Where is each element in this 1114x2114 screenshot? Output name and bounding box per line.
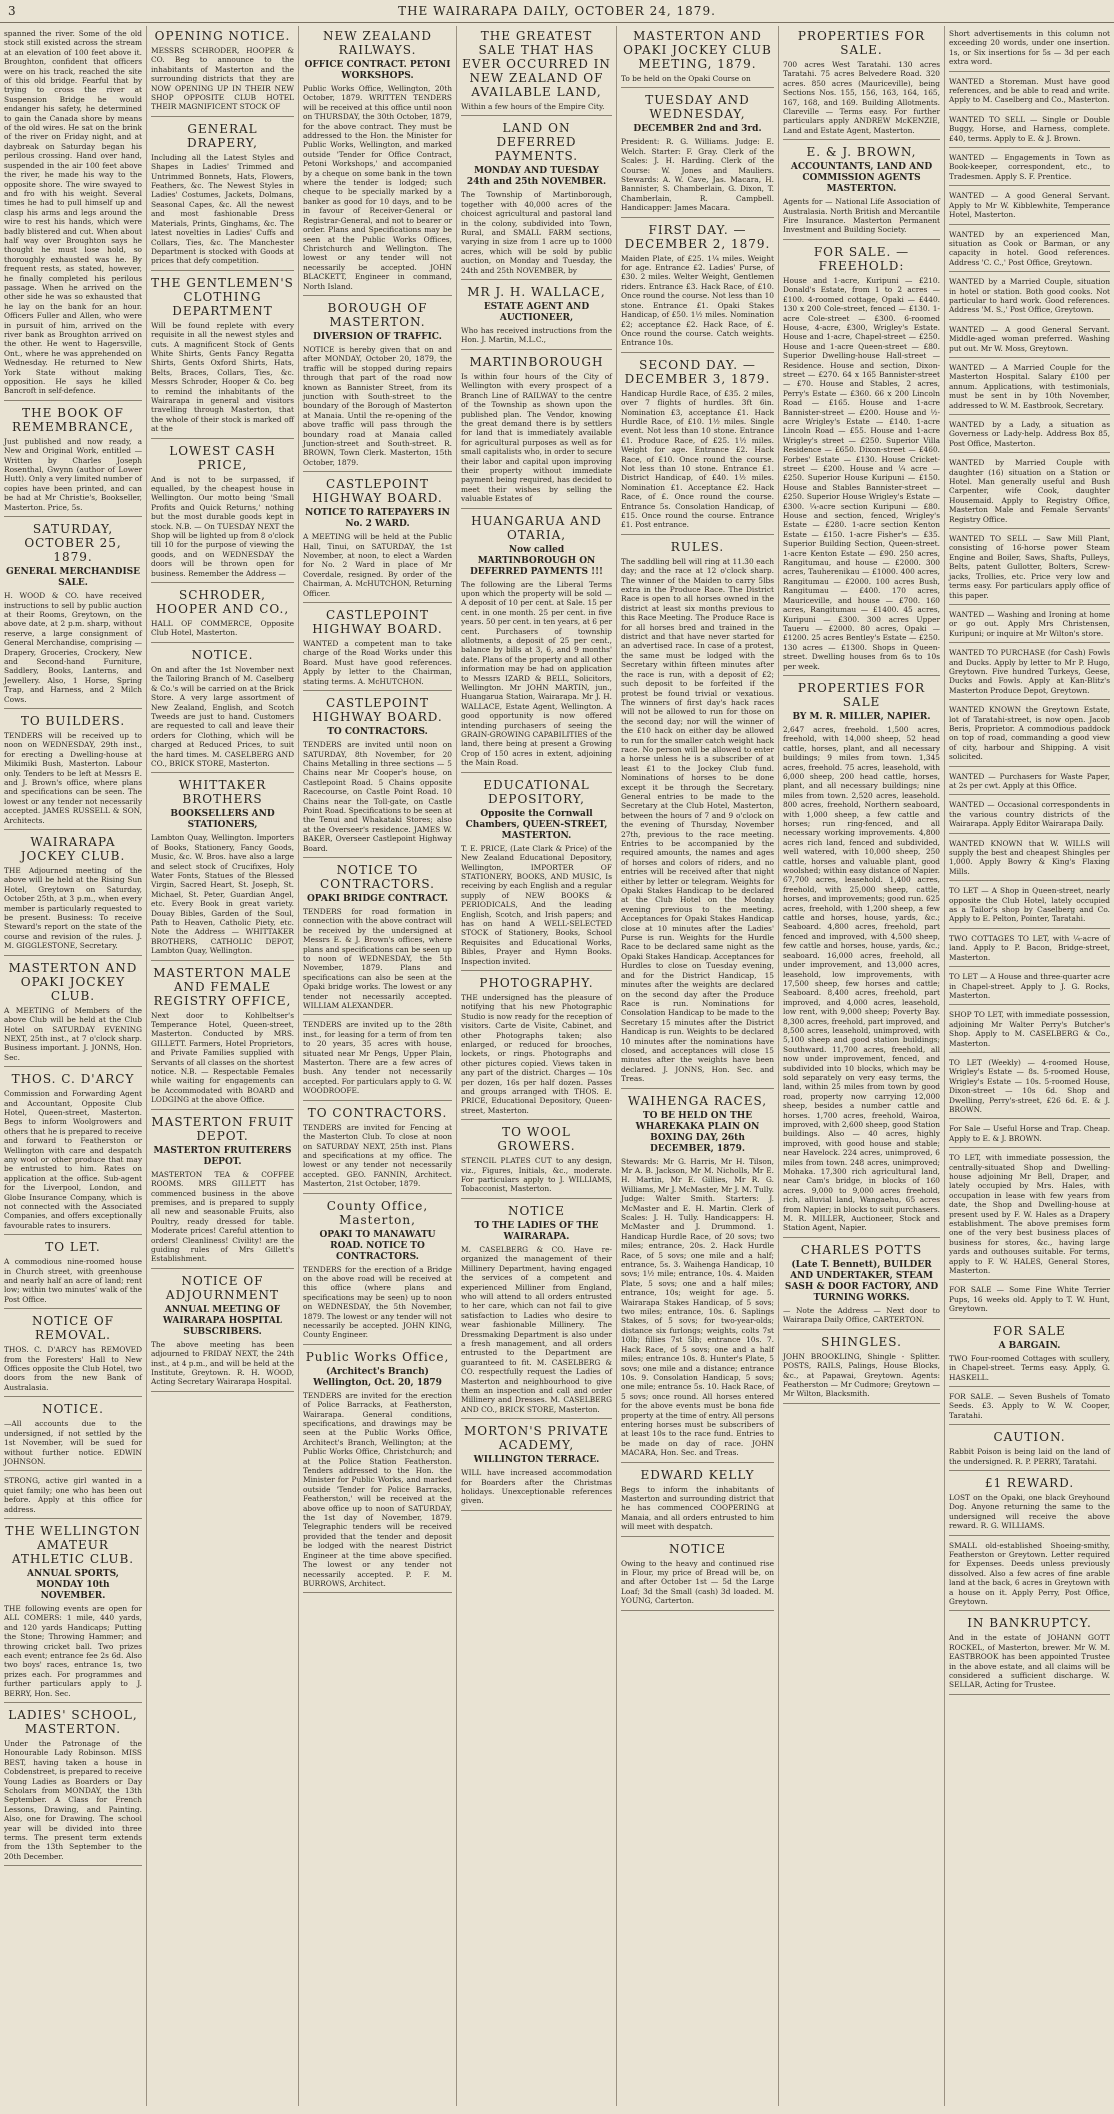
advertisement [303,29,452,296]
advertisement [949,839,1110,882]
ad-body: Who has received instructions from the Hon. J. Martin, M.L.C., [461,326,612,345]
ad-subtitle: ANNUAL MEETING OF WAIRARAPA HOSPITAL SUBSCRIBERS. [162,1304,283,1337]
ad-body: STENCIL PLATES CUT to any design, viz., Figures, Initials, &c., moderate. For particulars apply to J. WILLIAMS, Tobacconist, Masterton. [461,1156,612,1194]
ad-body: WANTED a competent man to take charge of the Road Works under this Board. Must have good references. Apply by letter to the Chairman, stating terms. A. McHUTCHON. [303,639,452,686]
ad-title: PHOTOGRAPHY. [479,975,594,990]
ad-body: Is within four hours of the City of Wellington with every prospect of a Branch Line of RAILWAY to the centre of the Township as shown upon the published plan. The Vendor, knowing the great demand there is by settlers for land that is immediately available for agricultural purposes as well as for small capitalists who, in order to secure their labor and capital upon improving their property without immediate payment being required, has decided to meet their wishes by selling the valuable Estates of [461,371,612,504]
ad-title: E. & J. BROWN, [806,145,917,160]
advertisement [949,1124,1110,1148]
ad-title: OPENING NOTICE. [154,29,291,43]
ad-body: WANTED KNOWN the Greytown Estate, lot of Taratahi-street, is now open. Jacob Beris, Proprietor. A commodious paddock on top of road, commanding a good view of city, harbour and Shipping. A visit solicited. [949,705,1110,762]
ad-subtitle: MASTERTON FRUITERERS DEPOT. [153,1145,292,1167]
ad-title: NOTICE [507,1203,566,1218]
ad-title: SATURDAY, OCTOBER 25, 1879. [24,522,122,565]
ad-title: RULES. [670,539,725,554]
ad-body: WANTED by Married Couple with daughter (16) situation on a Station or Hotel. Man generally useful and Bush Carpenter, wife Cook, daughter Housemaid. Apply to Registry Office, Masterton Male and Female Servants' Registry Office. [949,458,1110,524]
advertisement [621,29,774,88]
ad-body: WANTED — A good General Servant. Middle-aged woman preferred. Washing put out. Mr W. Moss, Greytown. [949,324,1110,353]
ad-title: EDUCATIONAL DEPOSITORY, [483,777,590,806]
ad-body: WANTED — Washing and Ironing at home or go out. Apply Mrs Christensen, Kuripuni; or inquire at Mr Wilton's store. [949,609,1110,638]
advertisement [461,355,612,509]
ad-body: WILL have increased accommodation for Boarders after the Christmas holidays. Unexceptionable references given. [461,1468,612,1506]
ad-subtitle: (Late T. Bennett), BUILDER AND UNDERTAKER, STEAM SASH & DOOR FACTORY, AND TURNING WORKS. [784,1259,939,1303]
ad-title: TO BUILDERS. [20,713,126,728]
advertisement [783,1243,940,1330]
ad-body: JOHN BROOKLING, Shingle - Splitter. POSTS, RAILS, Palings, House Blocks, &c., at Papawai, Greytown. Agents: Featherston — Mr Cudmore; Greytown — Mr Wilton, Blacksmith. [783,1351,940,1399]
column-4 [456,26,616,2106]
ad-body: Will be found replete with every requisite in all the newest styles and cuts. A magnificent Stock of Gents White Shirts, Gents Fancy Regatta Shirts, Gents Oxford Shirts, Hats, Belts, Braces, Collars, Ties, &c. Messrs Schroder, Hooper & Co. beg to remind the inhabitants of the Wairarapa in general and visitors travelling through Masterton, that the whole of their stock is marked off at the [151,320,294,434]
ad-body: TENDERS are invited up to the 28th inst., for leasing for a term of from ten to 20 years, 35 acres with house, situated near Mr Pengs, Upper Plain, Masterton. There are a few acres of bush. Any tender not necessarily accepted. For particulars apply to G. W. WOODROOFE. [303,1020,452,1096]
advertisement [4,1072,142,1235]
advertisement [151,966,294,1110]
advertisement [621,1094,774,1463]
advertisement [4,1476,142,1519]
ad-title: NOTICE OF REMOVAL. [31,1314,114,1343]
advertisement [949,1058,1110,1119]
ad-body: MESSRS SCHRODER, HOOPER & CO. Beg to announce to the inhabitants of Masterton and the surrounding districts that they are NOW OPENING UP IN THEIR NEW SHOP OPPOSITE CLUB HOTEL THEIR MAGNIFICENT STOCK OF [151,46,294,112]
ad-body: Handicap Hurdle Race, of £35. 2 miles, over 7 flights of hurdles. 3ft 6in. Nomination £3, acceptance £1. Hack Hurdle Race, of £10. 1½ miles. Single event. Not less than 10 stone. Entrance £1. Produce Race, of £25. 1½ miles. Weight for age. Entrance £2. Hack Race, of £10. Once round the course. Not less than 10 stone. Entrance £1. District Handicap, of £40. 1½ miles. Nomination £1. Acceptance £2. Hack Race, of £. Once round the course. Entrance 5s. Consolation Handicap, of £15. Once round the course. Entrance £1. Post entrance. [621,388,774,530]
ad-title: MASTERTON AND OPAKI JOCKEY CLUB MEETING, 1879. [623,29,772,71]
ad-body: M. CASELBERG & CO. Have re-organized the management of their Millinery Department, having engaged the services of a competent and experienced Milliner from England, who will attend to all orders entrusted to her care, which can not fail to give satisfaction to Ladies who desire to wear fashionable Millinery. The Dressmaking Department is also under a fresh management, and all orders entrusted to the Department are guaranteed to fit. M. CASELBERG & CO. respectfully request the Ladies of Masterton and neighbourhood to give them an inspection and call and order Millinery and Dresses. M. CASELBERG AND CO., BRICK STORE, Masterton. [461,1244,612,1414]
ad-body: WANTED — A Married Couple for the Masterton Hospital. Salary £100 per annum. Applications, with testimonials, must be sent in by 10th November, addressed to W. M. Eastbrook, Secretary. [949,362,1110,410]
ad-title: THE WELLINGTON AMATEUR ATHLETIC CLUB. [5,1523,141,1566]
ad-body: Lambton Quay, Wellington. Importers of Books, Stationery, Fancy Goods, Music, &c. W. Bros. have also a large and select stock of Crucifixes, Holy Water Fonts, Statues of the Blessed Virgin, Sacred Heart, St. Joseph, St. Michael, St. Peter, Guardian Angel, etc. Every Book in great variety. Douay Bibles, Garden of the Soul, Path to Heaven, Catholic Piety, etc. Note the Address — WHITTAKER BROTHERS, CATHOLIC DEPOT, Lambton Quay, Wellington. [151,833,294,956]
advertisement [621,540,774,1089]
column-2 [146,26,298,2106]
advertisement [151,122,294,271]
ad-title: Public Works Office, [305,1349,450,1364]
ad-subtitle: ACCOUNTANTS, LAND AND COMMISSION AGENTS MASTERTON. [790,162,933,195]
ad-subtitle: TO BE HELD ON THE WHAREKAKA PLAIN ON BOXING DAY, 26th DECEMBER, 1879. [635,1110,760,1154]
ad-title: £1 REWARD. [984,1475,1075,1490]
ad-body: Maiden Plate, of £25. 1¼ miles. Weight for age. Entrance £2. Ladies' Purse, of £30. 2 miles. Welter Weight, Gentlemen riders. Entrance £3. Hack Race, of £10. Once round the course. Not less than 10 stone. Entrance £1. Opaki Stakes Handicap, of £50. 1½ miles. Nomination £2; acceptance £2. Hack Race, of £. Once round the course. Catch weights. Entrance 10s. [621,253,774,348]
ad-title: SCHRODER, HOOPER AND CO., [155,588,290,617]
ad-body: Short advertisements in this column not exceeding 20 words, under one insertion. 1s, or Six insertions for 5s — 3d per each extra word. [949,29,1110,67]
ad-subtitle: DECEMBER 2nd and 3rd. [633,124,762,135]
ad-subtitle: DIVERSION OF TRAFFIC. [313,331,442,342]
advertisement [151,276,294,439]
ad-title: WAIRARAPA JOCKEY CLUB. [20,835,126,864]
advertisement [461,976,612,1120]
advertisement [949,1616,1110,1694]
ad-body: WANTED by a Married Couple, situation in hotel or station. Both good cooks. Not particular to hard work. Good references. Address 'M. S.,' Post Office, Greytown. [949,277,1110,315]
advertisement [949,1541,1110,1612]
ad-title: LOWEST CASH PRICE, [169,443,276,472]
advertisement [949,77,1110,110]
advertisement [151,1115,294,1269]
ad-body: WANTED TO SELL — Saw Mill Plant, consisting of 16-horse power Steam Engine and Boiler, Saws, Shafts, Pulleys, Belts, patent Gullotter, Bolters, Screw-jacks, Trollies, etc. Price very low and terms easy. For particulars apply office of this paper. [949,534,1110,600]
advertisement [151,648,294,773]
ad-title: THE GREATEST SALE THAT HAS EVER OCCURRED IN NEW ZEALAND OF AVAILABLE LAND, [462,29,611,99]
ad-body: House and 1-acre, Kuripuni — £210. Donald's Estate, from 1 to 2 acres — £100. 4-roomed cottage, Opaki — £440. 130 x 200 Cole-street, fenced — £130. 1-acre Cole-street — £300. 6-roomed House, 4-acre, £300, Wrigley's Estate. House and 1-acre, Chapel-street — £250. House and 1-acre Queen-street — £80. Superior Dwelling-house Hall-street — Residence. House and section, Dixon-street — £270. 64 x 165 Bannister-street — £70. House and Stables, 2 acres, Perry's Estate — £360. 66 x 200 Lincoln Road — £165. House and 1-acre Bannister-street — £200. House and ½-acre Wrigley's Estate — £140. 1-acre Lincoln Road — £55. House and 1-acre Wrigley's street — £250. Superior Villa Residence — £650. Dixon-street — £460. Forbes' Estate — £130. House Cricket-street — £200. House and ¼ acre — £250. Superior House Kuripuni — £150. House and Stables Bannister-street — £250. Superior House Wrigley's Estate — £300. ¼-acre section Kuripuni — £80. House and section, fenced, Wrigley's Estate — £280. 1-acre section Kenton Estate — £150. 1-acre Fisher's — £35. Superior Building Section, Queen-street. 1-acre Kenton Estate — £90. 250 acres, Rangitumau, and house — £2000. 300 acres, Tauherenikau — £1000. 400 acres, Rangitumau — £2000. 100 acres Bush, Rangitumau — £400. 170 acres, Mauriceville, and house — £700. 160 acres, Rangitumau — £1400. 45 acres, Kuripuni — £300. 300 acres Upper Taueru — £2000. 80 acres, Opaki — £1200. 25 acres Bentley's Estate — £250. 130 acres — £1300. Shops in Queen-street. Dwelling houses from 6s to 10s per week. [783,275,940,671]
ad-body: — Note the Address — Next door to Wairarapa Daily Office, CARTERTON. [783,1305,940,1325]
ad-title: NOTICE. [42,1402,104,1417]
advertisement [303,301,452,472]
ad-body: Including all the Latest Styles and Shapes in Ladies' Trimmed and Untrimmed Bonnets, Hats, Flowers, Feathers, &c. The Newest Styles in Ladies' Costumes, Jackets, Dolmans, Seasonal Capes, &c. All the newest and most fashionable Dress Materials, Prints, Ginghams, &c. The latest novelties in Ladies' Cuffs and Collars, Ties, &c. The Manchester Department is stocked with Goods at prices that defy competition. [151,152,294,266]
advertisement [303,477,452,603]
ad-body: WANTED KNOWN that W. WILLS will supply the best and cheapest Shingles per 1,000. Apply Bowry & King's Flaxing Mills. [949,838,1110,876]
column-7 [944,26,1114,2106]
advertisement [949,115,1110,148]
ad-body: WANTED TO SELL — Single or Double Buggy, Horse, and Harness, complete. £40, terms. Apply to E. & J. Brown. [949,114,1110,143]
advertisement [151,778,294,960]
advertisement [621,93,774,217]
ad-title: IN BANKRUPTCY. [967,1616,1092,1631]
ad-body: WANTED a Storeman. Must have good references, and be able to read and write. Apply to M. Caselberg and Co., Masterton. [949,76,1110,105]
advertisement [4,29,142,401]
ad-body: STRONG, active girl wanted in a quiet family; one who has been out before. Apply at this office for address. [4,1476,142,1514]
advertisement [949,191,1110,224]
ad-subtitle: ANNUAL SPORTS, MONDAY 10th NOVEMBER. [27,1568,119,1601]
ad-title: MORTON'S PRIVATE ACADEMY, [463,1424,610,1453]
advertisement [949,1153,1110,1280]
ad-body: A commodious nine-roomed house in Church street, with greenhouse and nearly half an acre of land; rent low; within two minutes' walk of the Post Office. [4,1257,142,1304]
column-1 [0,26,146,2106]
advertisement [949,534,1110,605]
ad-body: MASTERTON TEA & COFFEE ROOMS. MRS GILLETT has commenced business in the above premises, and is prepared to supply all new and seasonable Fruits, also Poultry, ready dressed for table. Moderate prices! Careful attention to orders! Cleanliness! Civility! are the guiding rules of Mrs Gillett's Establishment. [151,1169,294,1264]
ad-body: TENDERS will be received up to noon on WEDNESDAY, 29th inst., for erecting a Dwelling-house at Mikimiki Bush, Masterton. Labour only. Tenders to be left at Messrs E. and J. Brown's office, where plans and specifications can be seen. The lowest or any tender not necessarily accepted. JAMES RUSSELL & SON, Architects. [4,730,142,825]
ad-title: THE BOOK OF REMEMBRANCE, [12,405,134,434]
ad-title: FOR SALE. — FREEHOLD: [813,244,910,273]
advertisement [4,522,142,709]
ad-subtitle: BY M. R. MILLER, NAPIER. [792,711,931,722]
column-6 [778,26,944,2106]
ad-body: TO LET, with immediate possession, the centrally-situated Shop and Dwelling-house adjoining Mr Bell, Draper, and lately occupied by Mrs. Hales, with occupation in lease with few years from date, the Shop and Dwelling-house at present used by F. W. Hales as a Drapery establishment. The above premises form one of the very best business places of business for stores, &c., having large yards and outhouses suitable. For terms, apply to F. W. HALES, General Stores, Masterton. [949,1153,1110,1276]
advertisement [949,610,1110,643]
advertisement [783,145,940,240]
advertisement [461,1204,612,1419]
ad-title: TO CONTRACTORS. [307,1105,448,1120]
advertisement [949,458,1110,529]
ad-title: MASTERTON MALE AND FEMALE REGISTRY OFFICE, [153,965,292,1008]
ad-body: TO LET — A House and three-quarter acre in Chapel-street. Apply to J. G. Rocks, Masterton. [949,972,1110,1000]
ad-subtitle: GENERAL MERCHANDISE SALE. [5,567,141,589]
advertisement [303,1020,452,1100]
ad-body: The following are the Liberal Terms upon which the property will be sold — A deposit of 10 per cent. at Sale. 15 per cent. in one month. 25 per cent. in five years. 50 per cent. in ten years, at 6 per cent. Purchasers of township allotments, a deposit of 25 per cent., balance by bills at 3, 6, and 9 months' date. Plans of the property and all other information may be had on application to Messrs IZARD & BELL, Solicitors, Wellington. Mr JOHN MARTIN, jun., Huangarua Station, Wairarapa. Mr J. H. WALLACE, Estate Agent, Wellington. A good opportunity is now offered intending purchasers of seeing the GRAIN-GROWING CAPABILITIES of the land, there being at present a Growing Crop of 150 acres in extent, adjoining the Main Road. [461,579,612,768]
ad-body: NOTICE is hereby given that on and after MONDAY, October 20, 1879, the traffic will be stopped during repairs through that part of the road now known as Bannister Street, from its junction with South-street to the boundary of the Borough of Masterton at Manaia. Until the re-opening of the above traffic will pass through the boundary road at Manaia called Junction-street and South-street. R. BROWN, Town Clerk. Masterton, 15th October, 1879. [303,344,452,467]
ad-body: WANTED by a Lady, a situation as Governess or Lady-help. Address Box 85, Post Office, Masterton. [949,420,1110,448]
advertisement [151,588,294,643]
advertisement [949,325,1110,358]
ad-body: WANTED TO PURCHASE (for Cash) Fowls and Ducks. Apply by letter to Mr P. Hugo, Greytown. Five hundred Turkeys, Geese, Ducks and Fowls. Apply at Kan-Blitz's Masterton Produce Depot, Greytown. [949,648,1110,695]
advertisement [949,1010,1110,1053]
advertisement [461,29,612,116]
ad-title: County Office, Masterton, [326,1198,429,1227]
advertisement [949,972,1110,1005]
advertisement [949,772,1110,796]
ad-title: NOTICE TO CONTRACTORS. [320,862,435,891]
advertisement [949,277,1110,320]
ad-subtitle: TO CONTRACTORS. [327,727,428,738]
ad-title: PROPERTIES FOR SALE. [797,29,926,57]
ad-title: WAIHENGA RACES, [627,1093,768,1108]
advertisement [4,1524,142,1703]
advertisement [949,1430,1110,1471]
ad-title: LAND ON DEFERRED PAYMENTS. [494,121,579,164]
advertisement [621,358,774,535]
advertisement [461,285,612,350]
advertisement [949,886,1110,929]
ad-subtitle: NOTICE TO RATEPAYERS IN No. 2 WARD. [305,508,450,530]
ad-body: SMALL old-established Shoeing-smithy, Featherston or Greytown. Letter required for Expenses. Deeds unless previously dissolved. Also a few acres of fine arable land at the back, 6 acres in Greytown with a house on it. Apply Perry, Post Office, Greytown. [949,1540,1110,1606]
ad-body: Begs to inform the inhabitants of Masterton and surrounding district that he has commenced COOPERING at Manaia, and all orders entrusted to him will meet with despatch. [621,1484,774,1532]
ad-body: TWO Four-roomed Cottages with scullery, in Chapel-street. Terms easy. Apply, G. HASKELL. [949,1353,1110,1382]
ad-subtitle: WILLINGTON TERRACE. [473,1455,600,1466]
advertisement [949,420,1110,453]
ad-title: TO LET. [45,1240,101,1255]
ad-title: MR J. H. WALLACE, [467,285,606,300]
ad-body: THOS. C. D'ARCY has REMOVED from the Foresters' Hall to New Offices opposite the Club Hotel, two doors from the new Bank of Australasia. [4,1345,142,1392]
ad-subtitle: (Architect's Branch) Wellington, Oct. 20, 1879 [313,1366,442,1388]
ad-body: H. WOOD & CO. have received instructions to sell by public auction at their Rooms, Greytown, on the above date, at 2 p.m. sharp, without reserve, a large consignment of General Merchandise, comprising — Drapery, Groceries, Crockery, New and Second-hand Furniture, Saddlery, Books, Lanterns, and Jewellery. Also, 1 Horse, Spring Trap, and Harness, and 2 Milch Cows. [4,591,142,704]
advertisement [949,1324,1110,1387]
ad-body: THE following events are open for ALL COMERS: 1 mile, 440 yards, and 120 yards Handicaps; Putting the Stone; Throwing Hammer; and throwing cricket ball. Two prizes each event; entrance fee 2s 6d. Also two boys' races, entrance 1s, two prizes each. For programmes and further particulars apply to J. BERRY, Hon. Sec. [4,1603,142,1698]
ad-title: GENERAL DRAPERY, [186,121,258,150]
advertisement [151,1274,294,1392]
advertisement [949,800,1110,833]
ad-body: TO LET — A Shop in Queen-street, nearly opposite the Club Hotel, lately occupied as a Tailor's shop by Caselberg and Co. Apply to E. Pelton, Pointer, Taratahi. [949,886,1110,924]
advertisement [151,29,294,117]
ad-body: WANTED — A good General Servant. Apply to Mr W. Kibblewhite, Temperance Hotel, Masterton. [949,191,1110,220]
advertisement [949,1285,1110,1318]
advertisement [461,778,612,971]
ad-body: SHOP TO LET, with immediate possession, adjoining Mr Walter Perry's Butcher's Shop. Apply to M. CASELBERG & Co., Masterton. [949,1010,1110,1048]
ad-body: The above meeting has been adjourned to FRIDAY NEXT, the 24th inst., at 4 p.m., and will be held at the Institute, Greytown. R. H. WOOD, Acting Secretary Wairarapa Hospital. [151,1339,294,1387]
ad-title: CAUTION. [993,1430,1066,1445]
ad-body: WANTED by an experienced Man, situation as Cook or Barman, or any capacity in hotel. Good references. Address 'C. C.,' Post Office, Greytown. [949,229,1110,267]
advertisement [4,1240,142,1309]
ad-body: Owing to the heavy and continued rise in Flour, my price of Bread will be, on and after October 1st — 5d the Large Loaf; 3d the Small (cash) 3d loaded. M. YOUNG, Carterton. [621,1558,774,1606]
ad-subtitle: A BARGAIN. [998,1340,1061,1351]
advertisement [783,1335,940,1404]
ad-body: And in the estate of JOHANN GOTT ROCKEL, of Masterton, brewer. Mr W. M. EASTBROOK has been appointed Trustee in the above estate, and all claims will be considered a sufficient discharge. W. SELLAR, Acting for Trustee. [949,1633,1110,1690]
ad-body: The Township of Martinborough, together with 40,000 acres of the choicest agricultural and pastoral land in the colony, subdivided into Town, Rural, and SMALL FARM sections, varying in size from 1 acre up to 1000 acres, which will be sold by public auction, on Monday and Tuesday, the 24th and 25th NOVEMBER, by [461,190,612,275]
advertisement [783,29,940,140]
ad-title: FOR SALE [993,1323,1066,1338]
ad-body: TWO COTTAGES TO LET, with ¼-acre of land. Apply to P. Bacon, Bridge-street, Masterton. [949,933,1110,962]
ad-body: TENDERS are invited for the erection of Police Barracks, at Featherston, Wairarapa. General conditions, specifications, and drawings may be seen at the Public Works Office, Architect's Branch, Wellington; at the Public Works Office, Christchurch; and at the Police Station Featherston. Tenders addressed to the Hon. the Minister for Public Works, and marked outside 'Tender for Police Barracks, Featherston,' will be received at the above office up to noon of SATURDAY, the 1st day of November, 1879. Telegraphic tenders will be received provided that the tender and deposit be lodged with the nearest District Engineer at the time above specified. The lowest or any tender not necessarily accepted. P. F. M. BURROWS, Architect. [303,1390,452,1588]
advertisement [303,1350,452,1594]
ad-title: MARTINBOROUGH [469,354,604,369]
masthead-title: THE WAIRARAPA DAILY, OCTOBER 24, 1879. [398,4,716,18]
ad-title: MASTERTON FRUIT DEPOT. [151,1114,294,1143]
advertisement [949,1476,1110,1536]
ad-title: NOTICE [668,1541,727,1556]
advertisement [949,153,1110,186]
ad-subtitle: OPAKI BRIDGE CONTRACT. [306,893,449,904]
advertisement [949,230,1110,273]
ad-body: TENDERS for the erection of a Bridge on the above road will be received at this office (where plans and specifications may be seen) up to noon on WEDNESDAY, the 5th November, 1879. The lowest or any tender will not necessarily be accepted. JOHN KING, County Engineer. [303,1264,452,1340]
advertisement [949,705,1110,766]
ad-title: EDWARD KELLY [640,1467,755,1482]
masthead [0,0,1114,23]
ad-title: NEW ZEALAND RAILWAYS. [323,29,432,57]
ad-subtitle: MONDAY AND TUESDAY 24th and 25th NOVEMBER. [466,166,607,188]
advertisement [783,681,940,1238]
ad-body: Rabbit Poison is being laid on the land of the undersigned. R. P. PERRY, Taratahi. [949,1447,1110,1466]
ad-title: SECOND DAY. — DECEMBER 3, 1879. [624,357,771,386]
ad-title: NOTICE. [191,647,254,662]
ad-subtitle: TO THE LADIES OF THE WAIRARAPA. [474,1220,599,1242]
ad-body: Next door to Kohlbeltser's Temperance Hotel, Queen-street, Masterton. Conducted by MRS. GILLETT. Farmers, Hotel Proprietors, and Private Families supplied with Servants of all classes on the shortest notice. N.B. — Respectable Females while waiting for engagements can be Accommodated with BOARD and LODGING at the above Office. [151,1010,294,1105]
ad-body: Under the Patronage of the Honourable Lady Robinson. MISS BEST, having taken a house in Cobdenstreet, is prepared to receive Young Ladies as Boarders or Day Scholars from MONDAY, the 13th September. A Class for French Lessons, Drawing, and Painting. Also, one for Drawing. The school year will be divided into three terms. The present term extends from the 13th September to the 20th December. [4,1739,142,1861]
column-3 [298,26,456,2106]
page-number: 3 [8,4,17,18]
ad-body: THE Adjourned meeting of the above will be held at the Rising Sun Hotel, Greytown on Saturday, October 25th, at 3 p.m., when every member is particularly requested to be present. Business: To receive Steward's report on the state of the course and revision of the rules. J. M. GIGGLESTONE, Secretary. [4,866,142,951]
ad-body: The saddling bell will ring at 11.30 each day; and the race at 12 o'clock sharp. The winner of the Maiden to carry 5lbs extra in the Produce Race. The District Race is open to all horses owned in the district at least six months previous to this Race Meeting. The Produce Race is for all horses bred and trained in the district and that have never started for an advertised race. In case of a protest, the same must be lodged with the Secretary within fifteen minutes after the race is run, with a deposit of £2; such deposit to be forfeited if the protest be found trivial or vexatious. The winners of first day's hack races will not be allowed to run for those on the second day; nor will the winner of the £10 hack on either day be allowed to run for the smaller catch weight hack race. No person will be allowed to enter a horse unless he is a subscriber of at least £1 to the Jockey Club fund. Nominations of horses to be done except it be through the Secretary. General entries to be made to the Secretary at the Club Hotel, Masterton, between the hours of 7 and 9 o'clock on the evening of Thursday, November 27th, previous to the race meeting. Entries to be accompanied by the required amounts, the names and ages of horses and colors of riders, and no entries will be received after that night either by letter or telegram. Weights for Opaki Stakes Handicap to be declared at the Club Hotel on the Monday evening previous to the meeting. Acceptances for Opaki Stakes Handicap close at 10 minutes after the Ladies' Purse is run. Weights for the Hurdle Race to be declared same night as the Opaki Stakes Handicap. Acceptances for Hurdles to close on Tuesday evening, and for the District Handicap, 15 minutes after the weights are declared on the second day after the Produce Race is run. Nominations for Consolation Handicap to be made to the Secretary 15 minutes after the District Handicap is run. Weights to be declared 10 minutes after the nominations have closed, and acceptances will close 15 minutes after the weights have been declared. J. JONNS, Hon. Sec. and Treas. [621,556,774,1084]
advertisement [303,1106,452,1194]
advertisement [621,1468,774,1537]
ad-body: LOST on the Opaki, one black Greyhound Dog. Anyone returning the same to the undersigned will receive the above reward. R. G. WILLIAMS. [949,1492,1110,1531]
advertisement [949,1392,1110,1425]
ad-body: Just published and now ready, a New and Original Work, entitled — Written by Charles Joseph Rosenthal, Gwynn (author of Lower Hutt). Only a very limited number of copies have been printed, and can be had at Mr Christie's, Bookseller, Masterton. Price, 5s. [4,436,142,512]
ad-body: —All accounts due to the undersigned, if not settled by the 1st November, will be sued for without further notice. EDWIN JOHNSON. [4,1419,142,1466]
ad-title: HUANGARUA AND OTARIA, [471,513,602,542]
ad-title: CASTLEPOINT HIGHWAY BOARD. [312,608,443,637]
advertisement [461,1424,612,1511]
advertisement [303,608,452,691]
ad-body: FOR SALE. — Seven Bushels of Tomato Seeds. £3. Apply to W. W. Cooper, Taratahi. [949,1391,1110,1420]
ad-subtitle: ESTATE AGENT AND AUCTIONEER, [483,302,590,324]
ad-title: BOROUGH OF MASTERTON. [327,300,428,329]
ad-body: TENDERS are invited for Fencing at the Masterton Club. To close at noon on SATURDAY NEXT, 25th inst. Plans and specifications at my office. The lowest or any tender not necessarily accepted. GEO. FANNIN, Architect. Masterton, 21st October, 1879. [303,1122,452,1189]
ad-body: For Sale — Useful Horse and Trap. Cheap. Apply to E. & J. BROWN. [949,1124,1110,1143]
advertisement [4,961,142,1067]
advertisement [949,363,1110,415]
advertisement [461,514,612,773]
ad-subtitle: Opposite the Cornwall Chambers, QUEEN-STREET, MASTERTON. [465,808,608,841]
ad-body: Commission and Forwarding Agent and Accountant, Opposite Club Hotel, Queen-street, Masterton. Begs to inform Woolgrowers and others that he is prepared to receive and forward to Featherston or Wellington with care and despatch any wool or other produce that may be entrusted to him. Rates on application at the office. Sub-agent for the Liverpool, London, and Globe Insurance Company, which is not connected with the Associated Companies, and offers exceptionally favourable rates to insurers. [4,1089,142,1230]
advertisement [461,121,612,280]
ad-body: spanned the river. Some of the old stock still existed across the stream at an elevation of 100 feet above it. Broughton, confident that officers were on his track, reached the site of this old bridge. Fearful that by trying to cross the river at Suspension Bridge he would endanger his safety, he determined to gain the Canada shore by means of the old wires. He sat on the brink of the river on Friday night, and at daybreak on Saturday began his perilous crossing. Hand over hand, suspended in the air 100 feet above the river, he made his way to the opposite shore. The wire swayed to and fro with his weight. Several times he had to pull himself up and clasp his arms and legs around the wire to rest his hands, which were badly blistered and cut. When about half way over Broughton says he thought he must lose hold, so thoroughly exhausted was he. By frequent rests, as stated, however, he finally completed his perilous passage. When he arrived on the other side he was so exhausted that he lay on the bank for an hour. Officers Fuller and Allen, who were in pursuit of him, arrived on the river bank as Broughton arrived on the other. He went to Hagersville, Ont., where he was apprehended on Wednesday. He returned to New York State without making opposition. He says he killed Bancroft in self-defence. [4,29,142,396]
ad-title: MASTERTON AND OPAKI JOCKEY CLUB. [8,960,138,1003]
advertisement [4,714,142,830]
ad-body: HALL OF COMMERCE, Opposite Club Hotel, Masterton. [151,619,294,638]
advertisement [303,1199,452,1345]
ad-title: FIRST DAY. — DECEMBER 2, 1879. [624,222,771,251]
ad-body: THE undersigned has the pleasure of notifying that his new Photographic Studio is now ready for the reception of visitors. Carte de Visite, Cabinet, and other Photographs taken; also enlarged, or reduced for brooches, lockets, or rings. Photographs and other pictures copied. Views taken in any part of the district. Charges — 10s per dozen, 16s per half dozen. Passes and groups arranged with THOS. E. PRICE, Educational Depository, Queen-street, Masterton. [461,992,612,1115]
ad-body: Within a few hours of the Empire City. [461,102,605,111]
advertisement [4,1708,142,1866]
ad-body: TENDERS for road formation in connection with the above contract will be received by the undersigned at Messrs E. & J. Brown's offices, where plans and specifications can be seen up to noon of WEDNESDAY, the 5th November, 1879. Plans and specifications can also be seen at the Opaki bridge works. The lowest or any tender not necessarily accepted. WILLIAM ALEXANDER. [303,906,452,1011]
advertisement [461,1125,612,1199]
ad-title: TUESDAY AND WEDNESDAY, [645,93,750,122]
advertisement [621,1542,774,1611]
ad-body: Agents for — National Life Association of Australasia. North British and Mercantile Fire Insurance. Masterton Permanent Investment and Building Society. [783,197,940,235]
ad-body: WANTED — Purchasers for Waste Paper, at 2s per cwt. Apply at this Office. [949,771,1110,790]
advertisement [949,648,1110,700]
advertisement [621,223,774,353]
advertisement [303,863,452,1015]
ad-body: Public Works Office, Wellington, 20th October, 1879. WRITTEN TENDERS will be received at this office until noon on THURSDAY, the 30th October, 1879, for the above contract. They must be addressed to the Hon. the Minister for Public Works, Wellington, and marked outside 'Tender for Office Contract, Petoni Workshops,' and accompanied by a cheque on some bank in the town where the tender is lodged; such cheque to be specially marked by a banker as good for 10 days, and to be in favour of Receiver-General or Registrar-General, and not to bearer or order. Plans and Specifications may be seen at the Public Works Offices, Christchurch and Wellington. The lowest or any tender will not necessarily be accepted. JOHN BLACKETT, Engineer in command, North Island. [303,84,452,291]
ad-subtitle: Now called MARTINBOROUGH ON DEFERRED PAYMENTS !!! [470,544,603,577]
ad-body: A MEETING will be held at the Public Hall, Tinui, on SATURDAY, the 1st November, at noon, to elect a Warden for No. 2 Ward in place of Mr Coverdale, resigned. By order of the Chairman, A. McHUTCHON, Returning Officer. [303,532,452,598]
ad-title: LADIES' SCHOOL, MASTERTON. [8,1708,138,1736]
advertisement [4,1402,142,1471]
ad-title: CHARLES POTTS [800,1242,923,1257]
ad-title: CASTLEPOINT HIGHWAY BOARD. [312,477,443,506]
ad-title: TO WOOL GROWERS. [497,1125,576,1154]
column-5 [616,26,778,2106]
ad-subtitle: OPAKI TO MANAWATU ROAD. NOTICE TO CONTRACTORS. [319,1229,436,1262]
ad-body: President: R. G. Williams. Judge: E. Welch. Starter: F. Gray. Clerk of the Scales: J. H. Harding. Clerk of the Course: W. Jones and Mauliers. Stewards: A. W. Cave, Jas. Macara, H. Bannister, S. Chamberlain, G. Dixon, T. Chamberlain, R. Campbell. Handicapper: James Macara. [621,137,774,213]
ad-body: FOR SALE — Some Fine White Terrier Pups, 16 weeks old. Apply to T. W. Hunt, Greytown. [949,1285,1110,1314]
ad-subtitle: BOOKSELLERS AND STATIONERS, [170,809,275,831]
ad-body: WANTED — Engagements in Town as Book-keeper, correspondent, etc., to Tradesmen. Apply S. F. Prentice. [949,153,1110,181]
advertisement [949,934,1110,967]
ad-title: SHINGLES. [821,1334,902,1349]
ad-body: To be held on the Opaki Course on [621,74,751,83]
advertisement [4,835,142,956]
ad-title: WHITTAKER BROTHERS [178,778,267,807]
ad-body: TENDERS are invited until noon on SATURDAY, 8th November, for 20 Chains Metalling in three sections — 5 Chains near Mr Cooper's house, on Castlepoint Road. 5 Chains opposite Racecourse, on Castle Point Road. 10 Chains near the Toll-gate, on Castle Point Road. Specifications to be seen at the Tenui and Whakataki Stores; also at the Overseer's residence. JAMES W. BAKER, Overseer Castlepoint Highway Board. [303,740,452,853]
ad-body: 2,647 acres, freehold. 1,500 acres, freehold, with 14,000 sheep, 52 head cattle, horses, plant, and all necessary buildings; 9 miles from town. 1,345 acres, freehold. 75 acres, leasehold, with 6,000 sheep, 200 head cattle, horses, plant, and all necessary buildings; nine miles from town. 2,520 acres, leasehold. 800 acres, freehold, Northern seaboard, with 1,000 sheep, a few cattle and horses; run ring-fenced, and all necessary working improvements. 4,800 acres rich land, fenced and subdivided, well watered, with 10,000 sheep, 250 cattle, horses and valuable plant, good woolshed; within easy distance of Napier. 67,700 acres, leasehold. 1,400 acres, freehold, with 25,000 sheep, cattle, horses, and improvements; good run. 625 acres, freehold, with 1,200 sheep, a few cattle and horses, house, yards, &c.; Seaboard. 4,800 acres, freehold, part fenced and improved, with 4,500 sheep, few cattle and horses, house, yards, &c.; seaboard. 16,000 acres, freehold, all under improvement, and 13,000 acres, leasehold, low improvements, with 17,500 sheep, few horses and cattle; Seaboard. 8,400 acres, freehold, part improved, and 4,000 acres, leasehold, low rent, with 9,000 sheep; Poverty Bay. 8,300 acres, freehold, part improved, and 8,500 acres, leasehold, unimproved, with 5,100 sheep and good station buildings; Southward. 11,700 acres, freehold, all now under improvement, fenced, and subdivided into 10 blocks, which may be sold separately on very easy terms, the land, within 25 miles from town by good road, property now carrying 12,000 sheep, besides a number cattle and horses. 1,700 acres, freehold, Wairoa, improved, with 2,600 sheep, good Station buildings. Also — 40 acres, highly improved, with good house and stable; near Havelock. 224 acres, unimproved, 6 miles from town. 248 acres, unimproved; Mohaka. 17,300 rich agricultural land, near Cam's bridge, in blocks of 160 acres. 9,000 to 9,000 acres freehold, rich, alluvial land, Wangaehu, 65 acres from Napier; in blocks to suit purchasers. M. R. MILLER, Auctioneer, Stock and Station Agent, Napier. [783,724,940,1233]
ad-subtitle: OFFICE CONTRACT. PETONI WORKSHOPS. [304,60,451,81]
ad-title: THOS. C. D'ARCY [11,1072,135,1087]
ad-body: A MEETING of Members of the above Club will be held at the Club Hotel on SATURDAY EVENING NEXT, 25th inst., at 7 o'clock sharp. Business important. J. JONNS, Hon. Sec. [4,1005,142,1062]
ad-body: TO LET (Weekly) — 4-roomed House, Wrigley's Estate — 8s. 5-roomed House, Wrigley's Estate — 10s. 5-roomed House, Dixon-street — 10s 6d. Shop and Dwelling, Perry's-street, £26 6d. E. & J. BROWN. [949,1057,1110,1114]
ad-body: And is not to be surpassed, if equalled, by the cheapest house in Wellington. Our motto being 'Small Profits and Quick Returns,' nothing but the most durable goods kept in stock. N.B. — On TUESDAY NEXT the Shop will be lighted up from 8 o'clock till 10 for the purpose of viewing the goods, and on WEDNESDAY the doors will be thrown open for business. Remember the Address — [151,474,294,578]
advertisement [783,245,940,676]
ad-body: 700 acres West Taratahi. 130 acres Taratahi. 75 acres Belvedere Road. 320 acres. 850 acres (Mauriceville), being Sections Nos. 155, 156, 163, 164, 165, 167, 168, and 169. Building Allotments. Clareville — Terms easy. For further particulars apply ANDREW McKENZIE, Land and Estate Agent, Masterton. [783,60,940,135]
advertisement [4,406,142,517]
ad-body: T. E. PRICE, (Late Clark & Price) of the New Zealand Educational Depository, Wellington, IMPORTER OF STATIONERY, BOOKS, AND MUSIC, Is receiving by each English and a regular supply of NEW BOOKS & PERIODICALS, And the leading English, Scotch, and Irish papers; and has on hand A WELL-SELECTED STOCK of Stationery, Books, School Requisites and Educational Works, Bibles, Prayer and Hymn Books. Inspection invited. [461,843,612,966]
ad-title: NOTICE OF ADJOURNMENT [165,1273,280,1302]
ad-title: PROPERTIES FOR SALE [797,680,926,709]
advertisement [4,1314,142,1397]
ad-body: On and after the 1st November next the Tailoring Branch of M. Caselberg & Co.'s will be carried on at the Brick Store. A very large assortment of New Zealand, English, and Scotch Tweeds are just to hand. Customers are requested to call and leave their orders for Clothing, which will be charged at Reduced Prices, to suit the hard times. M. CASELBERG AND CO., BRICK STORE, Masterton. [151,664,294,768]
ad-body: Stewards: Mr G. Harris, Mr H. Tilson, Mr A. B. Jackson, Mr M. Nicholls, Mr E. H. Martin, Mr E. Gillies, Mr R. G. Williams, Mr J. McMaster, Mr J. M. Tully. Judge: Walter Smith. Starters: J. McMaster and E. H. Martin. Clerk of Scales: J. H. Tully. Handicappers: H. McMaster and J. Drummond. 1. Handicap Hurdle Race, of 20 sovs; two miles; entrance, 20s. 2. Hack Hurdle Race, of 5 sovs; one mile and a half; entrance, 5s. 3. Waihenga Handicap, 10 sovs; 1½ mile; entrance, 10s. 4. Maiden Plate, 5 sovs; one and a half miles; entrance, 10s; weight for age. 5. Wairarapa Stakes Handicap, of 5 sovs; two miles; entrance, 10s. 6. Saplings Stakes, of 5 sovs; for two-year-olds; distance six furlongs; weights, colts 7st 10lb; fillies 7st 5lb; entrance 10s. 7. Hack Race, of 5 sovs; one and a half miles; entrance 10s. 8. Hunter's Plate, 5 sovs; one mile and a distance; entrance 10s. 9. Consolation Handicap, 5 sovs; one mile; entrance 5s. 10. Hack Race, of 5 sovs; once round. All horses entered for the above events must be bona fide property at the time of entry. All persons entering horses must be subscribers of at least 10s to the race fund. Entries to be made on day of race. JOHN MACARA, Hon. Sec. and Treas. [621,1156,774,1458]
ad-title: THE GENTLEMEN'S CLOTHING DEPARTMENT [151,275,294,318]
ad-body: WANTED — Occasional correspondents in the various country districts of the Wairarapa. Apply Editor Wairarapa Daily. [949,800,1110,829]
advertisement [151,444,294,583]
advertisement [949,29,1110,72]
ad-title: CASTLEPOINT HIGHWAY BOARD. [312,696,443,725]
advertisement [303,696,452,858]
